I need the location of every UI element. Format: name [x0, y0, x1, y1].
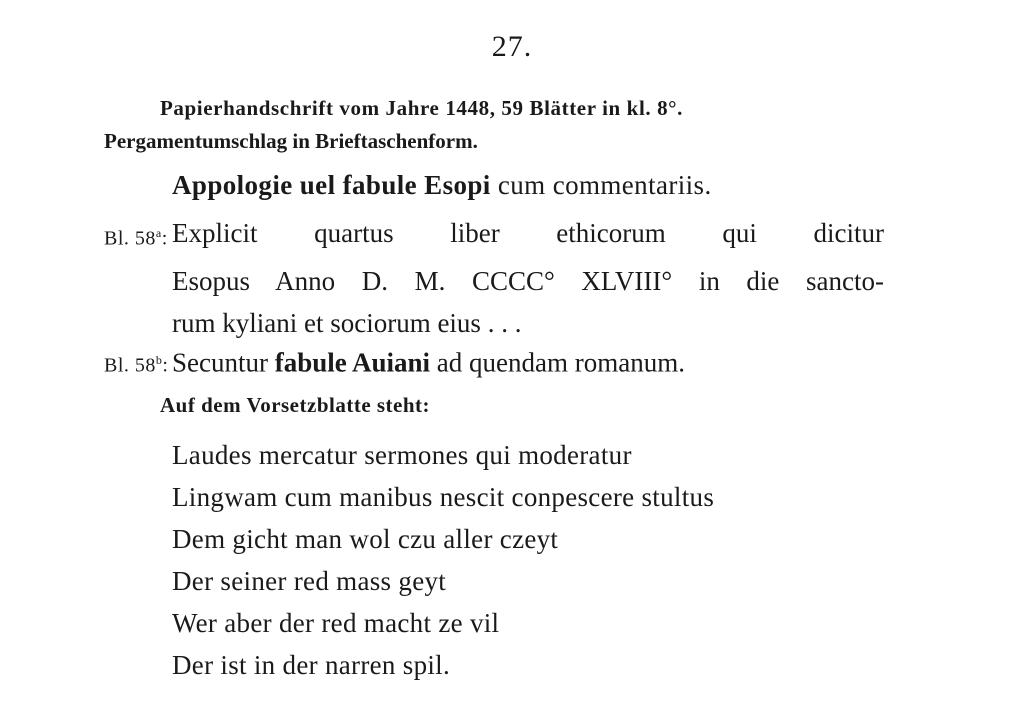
- entry-line-1: Explicit quartus liber ethicorum qui dicitur: [172, 218, 884, 248]
- verse-block: [172, 434, 714, 686]
- entry-text: Secuntur fabule Auiani ad quendam romanum.: [172, 347, 685, 378]
- manuscript-description: [104, 92, 924, 158]
- folio-reference: Bl. 58$^b$:: [104, 353, 169, 377]
- verse-line: Dem gicht man wol czu aller czeyt: [172, 524, 559, 554]
- entry-line-2: Esopus Anno D. M. CCCC° XLVIII° in die sancto-: [172, 265, 884, 296]
- verse-line: Wer aber der red macht ze vil: [172, 608, 500, 638]
- flyleaf-note: Auf dem Vorsetzblatte steht:: [160, 393, 431, 417]
- verse-line: Laudes mercatur sermones qui moderatur: [172, 440, 632, 470]
- folio-entry-58a: [104, 212, 884, 344]
- folio-reference: Bl. 58$^a$:: [104, 226, 168, 250]
- folio-entry-58b: [104, 339, 884, 387]
- description-line-1: Papierhandschrift vom Jahre 1448, 59 Blätter in kl. 8°.: [160, 96, 684, 120]
- work-title: [172, 170, 712, 201]
- verse-line: Der seiner red mass geyt: [172, 566, 447, 596]
- description-line-2: Pergamentumschlag in Brieftaschenform.: [104, 129, 478, 153]
- page-number: 27.: [491, 30, 533, 63]
- work-title-rest: cum commentariis.: [490, 170, 712, 200]
- work-title-bold: Appologie uel fabule Esopi: [172, 170, 491, 200]
- verse-line: Lingwam cum manibus nescit conpescere stultus: [172, 482, 715, 512]
- entry-line-3: rum kyliani et sociorum eius . . .: [172, 307, 522, 338]
- verse-line: Der ist in der narren spil.: [172, 650, 451, 680]
